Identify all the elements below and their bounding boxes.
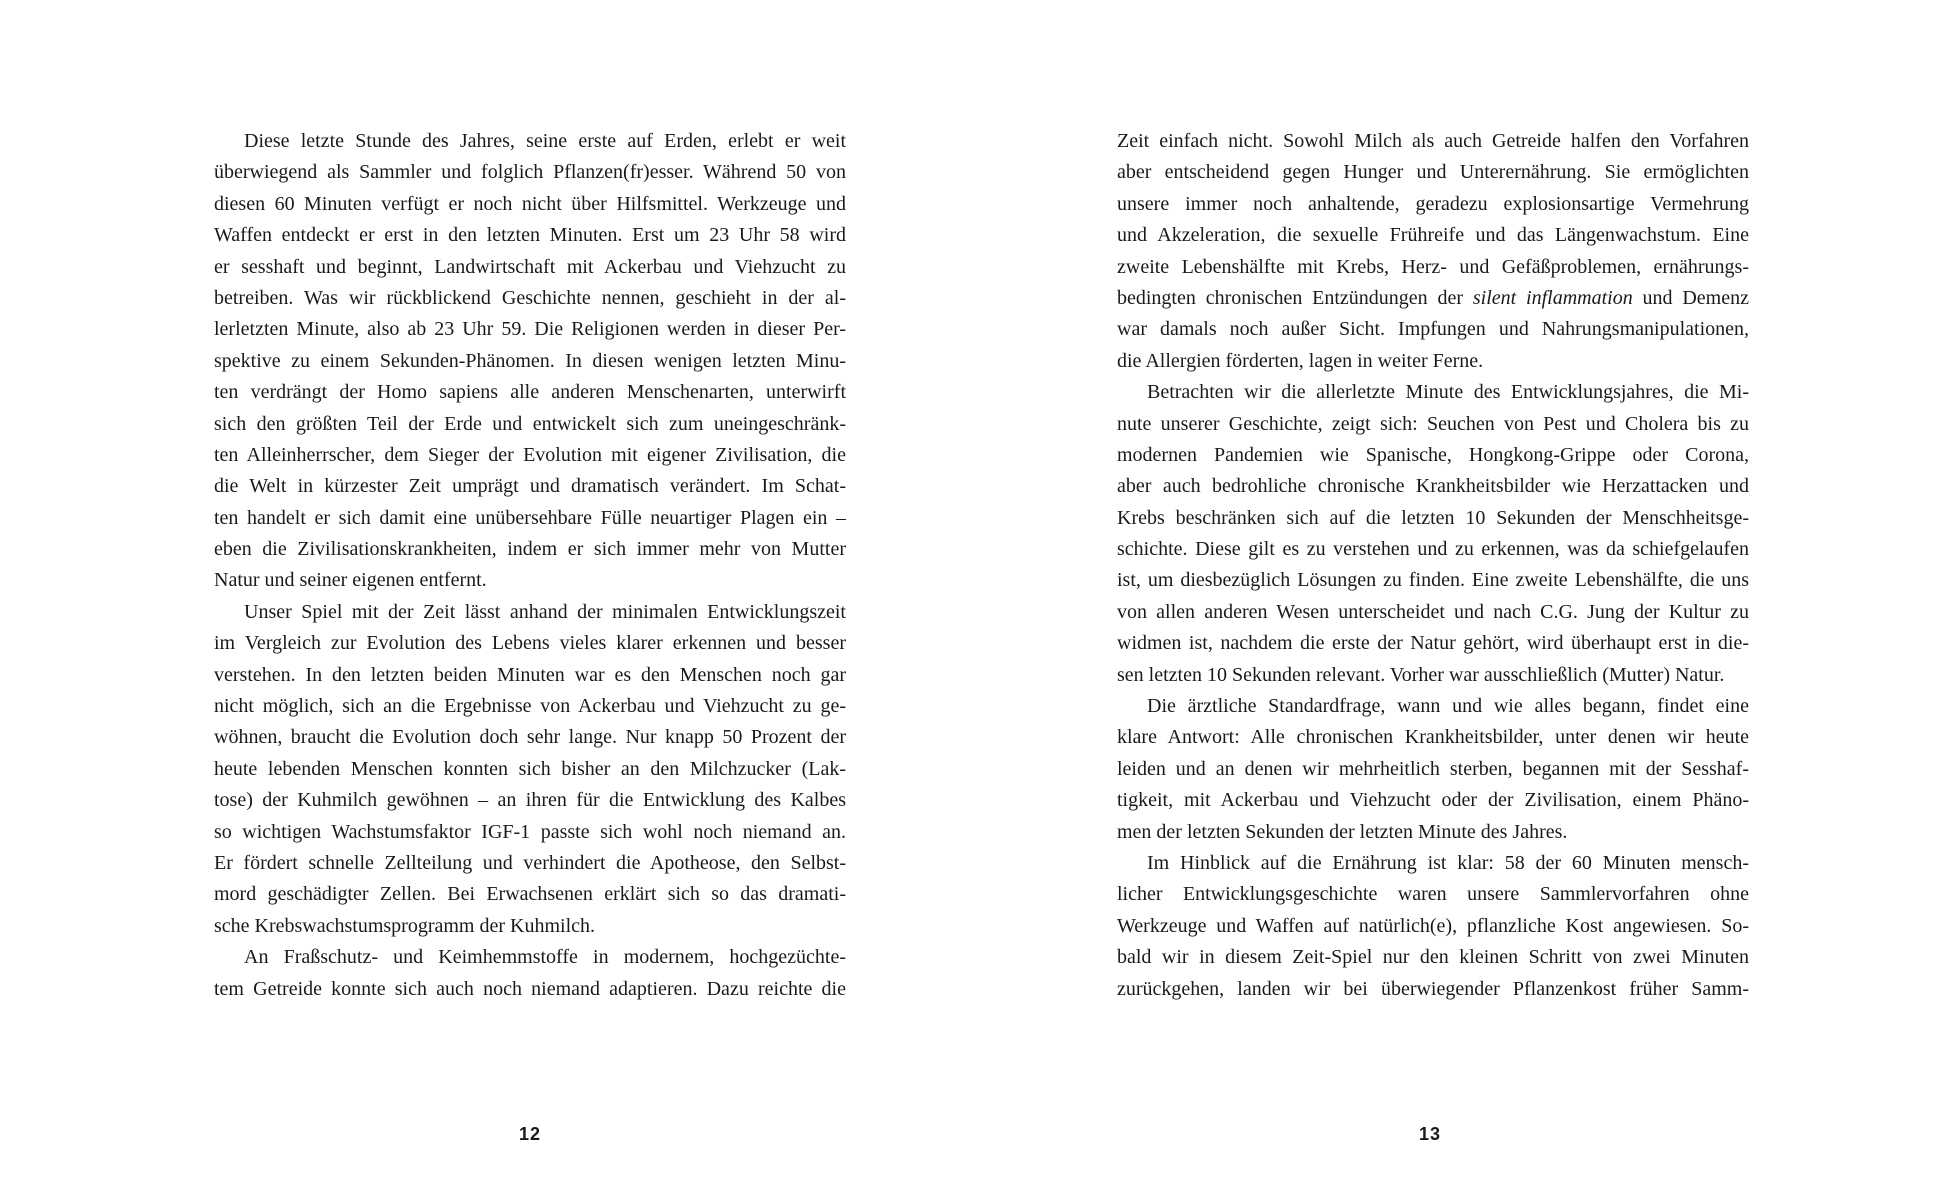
text-line: tose) der Kuhmilch gewöhnen – an ihren für die Entwicklung des Kalbes — [214, 789, 846, 812]
text-line: Unser Spiel mit der Zeit lässt anhand der minimalen Entwicklungszeit — [244, 600, 846, 623]
text-line: diesen 60 Minuten verfügt er noch nicht über Hilfsmittel. Werkzeuge und — [214, 192, 846, 215]
text-line: An Fraßschutz- und Keimhemmstoffe in modernem, hochgezüchte- — [244, 946, 846, 969]
text-line: ten handelt er sich damit eine unübersehbare Fülle neuartiger Plagen ein – — [214, 506, 846, 529]
text-run: bedingten chronischen Entzündungen der — [1117, 286, 1473, 309]
page-number-left: 12 — [518, 1124, 542, 1144]
text-line: Krebs beschränken sich auf die letzten 10 Sekunden der Menschheitsge- — [1117, 506, 1749, 529]
text-line: klare Antwort: Alle chronischen Krankheitsbilder, unter denen wir heute — [1117, 726, 1749, 749]
text-run: und Demenz — [1632, 286, 1749, 309]
text-line: von allen anderen Wesen unterscheidet und nach C.G. Jung der Kultur zu — [1117, 600, 1749, 623]
text-line: Werkzeuge und Waffen auf natürlich(e), pflanzliche Kost angewiesen. So- — [1117, 914, 1749, 937]
italic-term: silent inflammation — [1472, 286, 1633, 309]
text-line: Betrachten wir die allerletzte Minute des Entwicklungsjahres, die Mi- — [1147, 381, 1749, 404]
text-line: schichte. Diese gilt es zu verstehen und zu erkennen, was da schiefgelaufen — [1117, 538, 1749, 561]
text-line: er sesshaft und beginnt, Landwirtschaft mit Ackerbau und Viehzucht zu — [214, 255, 846, 278]
text-line — [1117, 283, 1749, 314]
text-line: aber entscheidend gegen Hunger und Unterernährung. Sie ermöglichten — [1117, 161, 1749, 184]
text-line: war damals noch außer Sicht. Impfungen und Nahrungsmanipulationen, — [1117, 318, 1749, 341]
text-line: Zeit einfach nicht. Sowohl Milch als auch Getreide halfen den Vorfahren — [1117, 130, 1749, 152]
page-number-right: 13 — [1418, 1124, 1442, 1144]
text-line: betreiben. Was wir rückblickend Geschichte nennen, geschieht in der al- — [214, 286, 846, 309]
text-line: ist, um diesbezüglich Lösungen zu finden. Eine zweite Lebenshälfte, die uns — [1117, 569, 1749, 592]
text-line: tem Getreide konnte sich auch noch niemand adaptieren. Dazu reichte die — [214, 977, 846, 1000]
text-line: zweite Lebenshälfte mit Krebs, Herz- und Gefäßproblemen, ernährungs- — [1117, 255, 1749, 278]
text-line: im Vergleich zur Evolution des Lebens vieles klarer erkennen und besser — [214, 632, 846, 655]
text-line: wöhnen, braucht die Evolution doch sehr lange. Nur knapp 50 Prozent der — [214, 726, 846, 749]
text-line: Diese letzte Stunde des Jahres, seine erste auf Erden, erlebt er weit — [244, 130, 846, 152]
text-line: spektive zu einem Sekunden-Phänomen. In diesen wenigen letzten Minu- — [214, 349, 846, 372]
text-line: sen letzten 10 Sekunden relevant. Vorher war ausschließlich (Mutter) Natur. — [1117, 663, 1725, 686]
text-line: leiden und an denen wir mehrheitlich sterben, begannen mit der Sesshaf- — [1117, 757, 1749, 780]
text-line: Im Hinblick auf die Ernährung ist klar: 58 der 60 Minuten mensch- — [1147, 851, 1749, 874]
text-line: zurückgehen, landen wir bei überwiegender Pflanzenkost früher Samm- — [1117, 977, 1749, 1000]
text-line: Natur und seiner eigenen entfernt. — [214, 569, 487, 592]
text-line: mord geschädigter Zellen. Bei Erwachsenen erklärt sich so das dramati- — [214, 883, 846, 906]
text-line: sich den größten Teil der Erde und entwickelt sich zum uneingeschränk- — [214, 412, 846, 435]
right-page-body — [1117, 126, 1749, 1005]
text-line: so wichtigen Wachstumsfaktor IGF-1 passte sich wohl noch niemand an. — [214, 820, 846, 843]
text-line: ten Alleinherrscher, dem Sieger der Evolution mit eigener Zivilisation, die — [214, 443, 846, 466]
text-line: überwiegend als Sammler und folglich Pflanzen(fr)esser. Während 50 von — [214, 161, 846, 184]
text-line: sche Krebswachstumsprogramm der Kuhmilch. — [214, 914, 596, 937]
text-line: die Allergien förderten, lagen in weiter Ferne. — [1117, 349, 1484, 372]
text-line: Er fördert schnelle Zellteilung und verhindert die Apotheose, den Selbst- — [214, 851, 846, 874]
text-line: ten verdrängt der Homo sapiens alle anderen Menschenarten, unterwirft — [214, 381, 846, 404]
text-line: aber auch bedrohliche chronische Krankheitsbilder wie Herzattacken und — [1117, 475, 1749, 498]
text-line: nute unserer Geschichte, zeigt sich: Seuchen von Pest und Cholera bis zu — [1117, 412, 1749, 435]
text-line: men der letzten Sekunden der letzten Minute des Jahres. — [1117, 820, 1568, 843]
text-line: widmen ist, nachdem die erste der Natur gehört, wird überhaupt erst in die- — [1117, 632, 1749, 655]
text-line: heute lebenden Menschen konnten sich bisher an den Milchzucker (Lak- — [214, 757, 846, 780]
text-line: Waffen entdeckt er erst in den letzten Minuten. Erst um 23 Uhr 58 wird — [214, 224, 846, 247]
text-line: tigkeit, mit Ackerbau und Viehzucht oder der Zivilisation, einem Phäno- — [1117, 789, 1749, 812]
text-line: bald wir in diesem Zeit-Spiel nur den kleinen Schritt von zwei Minuten — [1117, 946, 1749, 969]
text-line: Die ärztliche Standardfrage, wann und wie alles begann, findet eine — [1147, 695, 1749, 718]
right-page — [974, 0, 1948, 1181]
text-line: nicht möglich, sich an die Ergebnisse von Ackerbau und Viehzucht zu ge- — [214, 695, 846, 718]
text-line: lerletzten Minute, also ab 23 Uhr 59. Die Religionen werden in dieser Per- — [214, 318, 846, 341]
text-line: verstehen. In den letzten beiden Minuten war es den Menschen noch gar — [214, 663, 846, 686]
text-line: unsere immer noch anhaltende, geradezu explosionsartige Vermehrung — [1117, 192, 1749, 215]
text-line: licher Entwicklungsgeschichte waren unsere Sammlervorfahren ohne — [1117, 883, 1749, 906]
text-line: und Akzeleration, die sexuelle Frühreife und das Längenwachstum. Eine — [1117, 224, 1749, 247]
text-line: eben die Zivilisationskrankheiten, indem er sich immer mehr von Mutter — [214, 538, 846, 561]
text-line: modernen Pandemien wie Spanische, Hongkong-Grippe oder Corona, — [1117, 443, 1749, 466]
left-page-body — [214, 126, 846, 1005]
text-line: die Welt in kürzester Zeit umprägt und dramatisch verändert. Im Schat- — [214, 475, 846, 498]
